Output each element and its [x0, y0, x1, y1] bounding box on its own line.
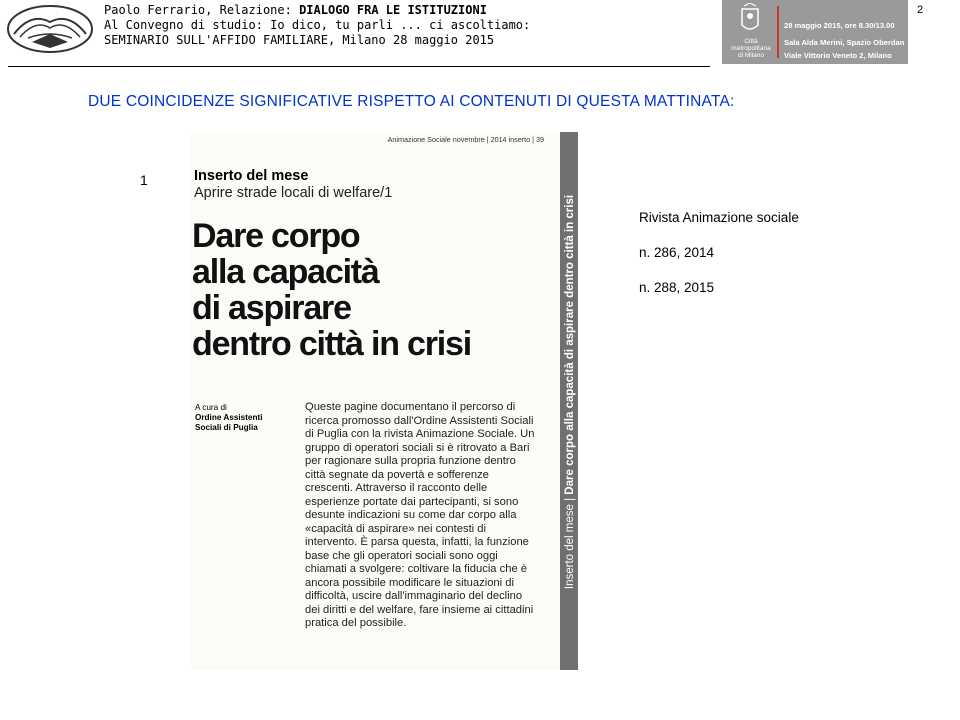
headline-line: dentro città in crisi [192, 325, 471, 363]
credit-org-1: Ordine Assistenti [195, 413, 263, 422]
headline-line: di aspirare [192, 289, 351, 327]
magazine-subtitle: Aprire strade locali di welfare/1 [194, 185, 393, 201]
header-line-3: SEMINARIO SULL'AFFIDO FAMILIARE, Milano 28 maggio 2015 [104, 33, 495, 47]
item-number: 1 [140, 172, 148, 188]
magazine-body: Queste pagine documentano il percorso di ricerca promosso dall'Ordine Assistenti Sociali di Puglia con la rivista Animazione Sociale. Un gruppo di operatori sociali si è ritrovato a Bari per ragionare sulla propria funzione dentro città segnate da povertà e sofferenze crescenti. Attraverso il racconto delle esperienze portate dai partecipanti, si sono desunte indicazioni su come dar corpo alla «capacità di aspirare» nei contesti di intervento. È parsa questa, infatti, la funzione base che gli operatori sociali sono oggi chiamati a svolgere: coltivare la fiducia che è ancora possibile modificare le situazioni di difficoltà, uscire dall'immaginario del declino dei diritti e del welfare, fare insieme ai cittadini pratica del possibile. [305, 401, 535, 629]
header-text [104, 3, 530, 48]
magazine-running-header: Animazione Sociale novembre | 2014 inserto | 39 [387, 135, 544, 144]
banner-venue: Sala Alda Merini, Spazio Oberdan [784, 38, 905, 47]
page-number: 2 [917, 4, 924, 16]
magazine-credit [195, 403, 263, 433]
sidebar-text: Inserto del mese | Dare corpo alla capacità di aspirare dentro città in crisi [564, 194, 576, 590]
header-divider [8, 66, 710, 67]
banner-date: 28 maggio 2015, ore 8.30/13.00 [784, 21, 895, 30]
issue-2014: n. 286, 2014 [639, 245, 715, 260]
event-banner [722, 0, 908, 64]
institution-logo [6, 4, 94, 54]
magazine-supertitle: Inserto del mese [194, 168, 309, 184]
credit-org-2: Sociali di Puglia [195, 423, 258, 432]
journal-name: Rivista Animazione sociale [639, 210, 799, 225]
credit-label: A cura di [195, 403, 227, 412]
header-line-1: Paolo Ferrario, Relazione: DIALOGO FRA LE ISTITUZIONI [104, 3, 487, 17]
header-talk-title: DIALOGO FRA LE ISTITUZIONI [299, 3, 487, 17]
issue-2015: n. 288, 2015 [639, 280, 715, 295]
header-line-2: Al Convegno di studio: Io dico, tu parli ... ci ascoltiamo: [104, 18, 531, 32]
slide-title: DUE COINCIDENZE SIGNIFICATIVE RISPETTO AI CONTENUTI DI QUESTA MATTINATA: [88, 93, 735, 110]
headline-line: alla capacità [192, 253, 379, 291]
magazine-sidebar [560, 132, 578, 670]
banner-address: Viale Vittorio Veneto 2, Milano [784, 51, 892, 60]
magazine-scan [191, 132, 578, 670]
headline-line: Dare corpo [192, 217, 360, 255]
banner-accent-line [777, 6, 779, 58]
banner-org: Città metropolitana di Milano [731, 38, 771, 59]
magazine-headline [192, 218, 471, 362]
